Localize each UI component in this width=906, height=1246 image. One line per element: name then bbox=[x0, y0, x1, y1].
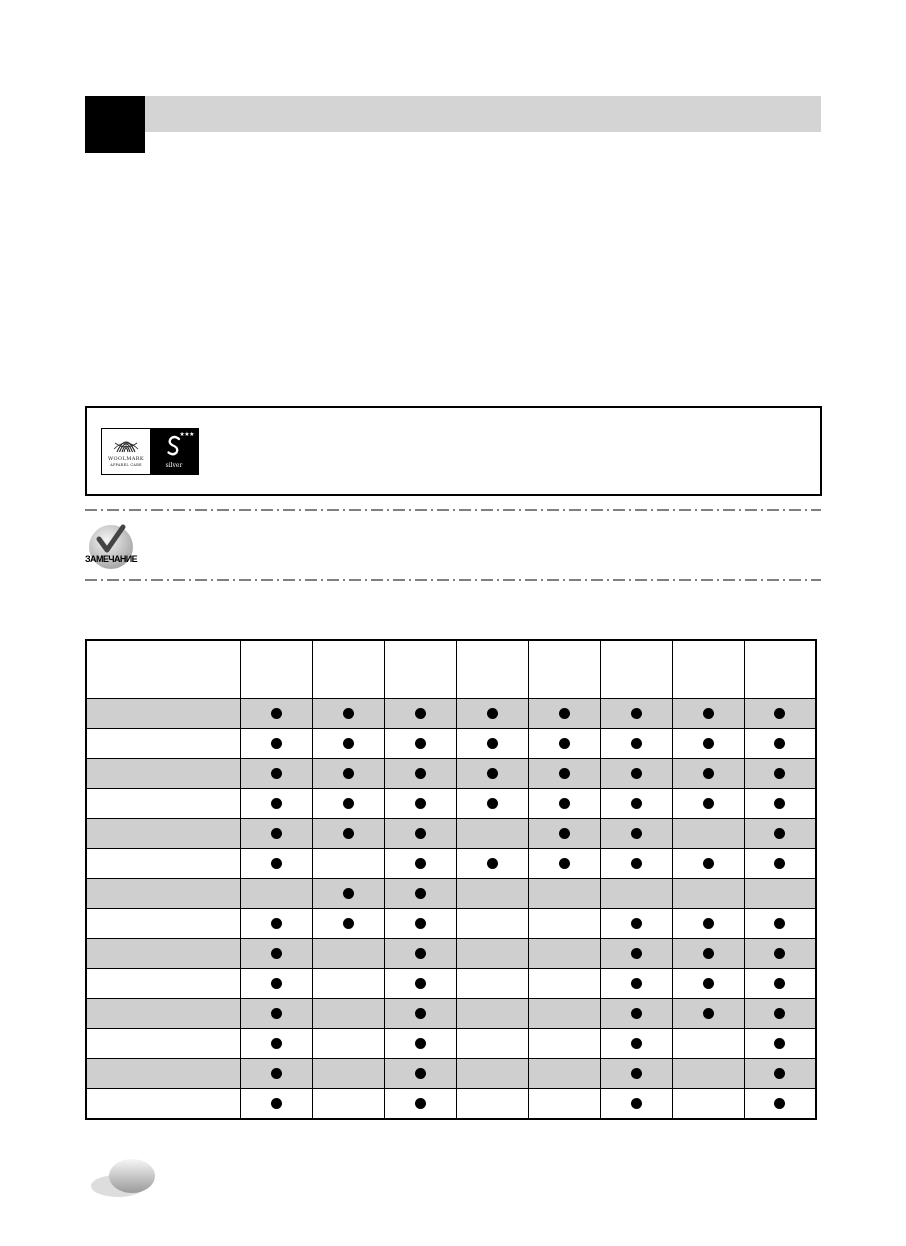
table-cell bbox=[528, 879, 600, 909]
table-cell bbox=[240, 1029, 312, 1059]
table-cell bbox=[384, 999, 456, 1029]
table-cell bbox=[384, 699, 456, 729]
table-cell bbox=[240, 1089, 312, 1120]
availability-dot-icon bbox=[774, 738, 785, 749]
table-cell bbox=[600, 999, 672, 1029]
table-cell bbox=[672, 939, 744, 969]
availability-dot-icon bbox=[415, 768, 426, 779]
availability-dot-icon bbox=[487, 858, 498, 869]
table-cell bbox=[744, 759, 816, 789]
availability-dot-icon bbox=[631, 858, 642, 869]
availability-dot-icon bbox=[631, 978, 642, 989]
table-cell bbox=[240, 849, 312, 879]
availability-dot-icon bbox=[703, 858, 714, 869]
woolmark-mark bbox=[102, 429, 150, 474]
table-cell bbox=[528, 759, 600, 789]
table-cell bbox=[744, 909, 816, 939]
table-cell bbox=[240, 759, 312, 789]
row-label-cell bbox=[86, 909, 240, 939]
table-cell bbox=[672, 1089, 744, 1120]
table-cell bbox=[240, 729, 312, 759]
availability-dot-icon bbox=[343, 798, 354, 809]
table-cell bbox=[528, 849, 600, 879]
availability-dot-icon bbox=[271, 1068, 282, 1079]
table-cell bbox=[528, 729, 600, 759]
woolmark-brand-text: WOOLMARK bbox=[107, 456, 145, 462]
table-header-cell bbox=[672, 640, 744, 699]
rating-stars: ★★★ bbox=[179, 432, 194, 438]
availability-dot-icon bbox=[631, 1038, 642, 1049]
availability-dot-icon bbox=[415, 1068, 426, 1079]
availability-dot-icon bbox=[559, 768, 570, 779]
availability-dot-icon bbox=[415, 1008, 426, 1019]
row-label-cell bbox=[86, 939, 240, 969]
table-cell bbox=[240, 969, 312, 999]
table-cell bbox=[744, 789, 816, 819]
table-cell bbox=[312, 699, 384, 729]
table-row bbox=[86, 789, 816, 819]
table-row bbox=[86, 699, 816, 729]
table-cell bbox=[672, 789, 744, 819]
table-cell bbox=[312, 1089, 384, 1120]
table-cell bbox=[456, 1059, 528, 1089]
table-cell bbox=[672, 969, 744, 999]
table-cell bbox=[672, 1059, 744, 1089]
availability-dot-icon bbox=[271, 918, 282, 929]
availability-dot-icon bbox=[631, 768, 642, 779]
table-cell bbox=[528, 819, 600, 849]
availability-dot-icon bbox=[559, 738, 570, 749]
table-cell bbox=[672, 699, 744, 729]
availability-dot-icon bbox=[774, 708, 785, 719]
table-cell bbox=[240, 819, 312, 849]
availability-dot-icon bbox=[559, 708, 570, 719]
availability-dot-icon bbox=[631, 738, 642, 749]
table-cell bbox=[456, 969, 528, 999]
table-cell bbox=[456, 699, 528, 729]
table-header-cell bbox=[744, 640, 816, 699]
availability-dot-icon bbox=[271, 768, 282, 779]
table-cell bbox=[384, 819, 456, 849]
woolmark-icon bbox=[102, 429, 150, 457]
row-label-cell bbox=[86, 999, 240, 1029]
table-cell bbox=[744, 819, 816, 849]
availability-dot-icon bbox=[774, 828, 785, 839]
table-cell bbox=[240, 1059, 312, 1089]
table-cell bbox=[528, 909, 600, 939]
availability-dot-icon bbox=[631, 918, 642, 929]
availability-dot-icon bbox=[703, 948, 714, 959]
table-cell bbox=[384, 1059, 456, 1089]
availability-dot-icon bbox=[415, 1098, 426, 1109]
table-cell bbox=[744, 849, 816, 879]
availability-dot-icon bbox=[271, 708, 282, 719]
table-cell bbox=[528, 999, 600, 1029]
table-cell bbox=[744, 879, 816, 909]
table-row bbox=[86, 909, 816, 939]
availability-dot-icon bbox=[559, 828, 570, 839]
availability-dot-icon bbox=[343, 828, 354, 839]
table-cell bbox=[672, 1029, 744, 1059]
availability-dot-icon bbox=[774, 858, 785, 869]
table-cell bbox=[600, 699, 672, 729]
availability-dot-icon bbox=[271, 858, 282, 869]
availability-dot-icon bbox=[703, 798, 714, 809]
table-cell bbox=[672, 729, 744, 759]
row-label-cell bbox=[86, 849, 240, 879]
availability-dot-icon bbox=[487, 708, 498, 719]
table-cell bbox=[240, 999, 312, 1029]
table-cell bbox=[312, 939, 384, 969]
availability-dot-icon bbox=[774, 1098, 785, 1109]
availability-dot-icon bbox=[774, 948, 785, 959]
table-cell bbox=[384, 1089, 456, 1120]
table-cell bbox=[672, 999, 744, 1029]
row-label-cell bbox=[86, 819, 240, 849]
table-cell bbox=[600, 729, 672, 759]
table-cell bbox=[744, 1089, 816, 1120]
table-cell bbox=[600, 819, 672, 849]
table-cell bbox=[528, 699, 600, 729]
table-cell bbox=[744, 1029, 816, 1059]
table-cell bbox=[312, 969, 384, 999]
table-cell bbox=[456, 819, 528, 849]
table-row bbox=[86, 939, 816, 969]
table-row bbox=[86, 849, 816, 879]
table-cell bbox=[600, 789, 672, 819]
table-cell bbox=[312, 759, 384, 789]
table-cell bbox=[528, 939, 600, 969]
availability-dot-icon bbox=[415, 888, 426, 899]
availability-dot-icon bbox=[631, 828, 642, 839]
availability-dot-icon bbox=[703, 1008, 714, 1019]
availability-dot-icon bbox=[559, 858, 570, 869]
availability-dot-icon bbox=[487, 798, 498, 809]
table-cell bbox=[600, 879, 672, 909]
availability-dot-icon bbox=[343, 888, 354, 899]
checkmark-icon bbox=[85, 523, 137, 573]
table-cell bbox=[456, 729, 528, 759]
table-header-corner bbox=[86, 640, 240, 699]
availability-dot-icon bbox=[631, 708, 642, 719]
table-cell bbox=[744, 969, 816, 999]
availability-dot-icon bbox=[487, 738, 498, 749]
availability-dot-icon bbox=[774, 798, 785, 809]
table-cell bbox=[528, 1059, 600, 1089]
row-label-cell bbox=[86, 969, 240, 999]
silver-s-icon bbox=[150, 429, 198, 463]
program-options-table bbox=[85, 639, 817, 1120]
table-header-cell bbox=[456, 640, 528, 699]
table-cell bbox=[528, 1029, 600, 1059]
table-cell bbox=[600, 1059, 672, 1089]
woolmark-logo bbox=[101, 428, 199, 475]
table-cell bbox=[312, 909, 384, 939]
availability-dot-icon bbox=[631, 798, 642, 809]
availability-dot-icon bbox=[271, 798, 282, 809]
availability-dot-icon bbox=[774, 918, 785, 929]
table-cell bbox=[312, 879, 384, 909]
table-cell bbox=[240, 879, 312, 909]
table-header-cell bbox=[240, 640, 312, 699]
availability-dot-icon bbox=[774, 1038, 785, 1049]
availability-dot-icon bbox=[774, 978, 785, 989]
table-cell bbox=[456, 879, 528, 909]
availability-dot-icon bbox=[703, 918, 714, 929]
availability-dot-icon bbox=[271, 1038, 282, 1049]
row-label-cell bbox=[86, 879, 240, 909]
woolmark-subtitle-text: APPAREL CARE bbox=[110, 463, 142, 467]
table-cell bbox=[456, 789, 528, 819]
table-cell bbox=[600, 759, 672, 789]
table-header-row bbox=[86, 640, 816, 699]
table-cell bbox=[312, 849, 384, 879]
availability-dot-icon bbox=[271, 828, 282, 839]
table-cell bbox=[672, 909, 744, 939]
table-cell bbox=[240, 909, 312, 939]
availability-dot-icon bbox=[343, 708, 354, 719]
table-row bbox=[86, 1029, 816, 1059]
section-header bbox=[85, 96, 821, 153]
table-cell bbox=[528, 789, 600, 819]
woolmark-info-box bbox=[85, 406, 822, 496]
table-cell bbox=[456, 1029, 528, 1059]
table-cell bbox=[312, 789, 384, 819]
table-cell bbox=[600, 1089, 672, 1120]
table-cell bbox=[672, 849, 744, 879]
table-cell bbox=[240, 789, 312, 819]
table-cell bbox=[384, 939, 456, 969]
table-cell bbox=[456, 1089, 528, 1120]
table-row bbox=[86, 879, 816, 909]
table-cell bbox=[456, 939, 528, 969]
table-cell bbox=[240, 939, 312, 969]
availability-dot-icon bbox=[415, 798, 426, 809]
table-cell bbox=[384, 759, 456, 789]
table-cell bbox=[456, 909, 528, 939]
table-cell bbox=[384, 1029, 456, 1059]
row-label-cell bbox=[86, 1089, 240, 1120]
availability-dot-icon bbox=[271, 1008, 282, 1019]
row-label-cell bbox=[86, 789, 240, 819]
table-header-cell bbox=[600, 640, 672, 699]
section-marker bbox=[85, 96, 145, 153]
table-cell bbox=[456, 999, 528, 1029]
availability-dot-icon bbox=[703, 708, 714, 719]
availability-dot-icon bbox=[415, 708, 426, 719]
table-cell bbox=[600, 939, 672, 969]
availability-dot-icon bbox=[415, 918, 426, 929]
table-cell bbox=[384, 849, 456, 879]
row-label-cell bbox=[86, 699, 240, 729]
table-cell bbox=[384, 909, 456, 939]
table-cell bbox=[312, 1029, 384, 1059]
row-label-cell bbox=[86, 729, 240, 759]
row-label-cell bbox=[86, 1029, 240, 1059]
table-cell bbox=[744, 699, 816, 729]
table-cell bbox=[600, 909, 672, 939]
table-cell bbox=[456, 849, 528, 879]
availability-dot-icon bbox=[415, 858, 426, 869]
table-row bbox=[86, 1059, 816, 1089]
availability-dot-icon bbox=[271, 738, 282, 749]
table-row bbox=[86, 999, 816, 1029]
availability-dot-icon bbox=[343, 918, 354, 929]
page-tab-icon bbox=[90, 1158, 160, 1200]
availability-dot-icon bbox=[343, 768, 354, 779]
note-label: ЗАМЕЧАНИЕ bbox=[85, 554, 138, 564]
availability-dot-icon bbox=[415, 1038, 426, 1049]
note-badge bbox=[85, 523, 137, 573]
table-cell bbox=[744, 729, 816, 759]
table-header-cell bbox=[312, 640, 384, 699]
table-cell bbox=[528, 969, 600, 999]
availability-dot-icon bbox=[703, 768, 714, 779]
table-cell bbox=[600, 969, 672, 999]
availability-dot-icon bbox=[774, 1008, 785, 1019]
section-title-bar bbox=[145, 96, 821, 132]
table-row bbox=[86, 819, 816, 849]
table-row bbox=[86, 759, 816, 789]
table-cell bbox=[384, 789, 456, 819]
table-cell bbox=[312, 819, 384, 849]
table-cell bbox=[528, 1089, 600, 1120]
availability-dot-icon bbox=[271, 1098, 282, 1109]
table-cell bbox=[312, 729, 384, 759]
program-options-table-wrapper bbox=[85, 639, 817, 1120]
table-cell bbox=[312, 999, 384, 1029]
table-cell bbox=[744, 939, 816, 969]
row-label-cell bbox=[86, 759, 240, 789]
availability-dot-icon bbox=[774, 768, 785, 779]
table-cell bbox=[672, 759, 744, 789]
availability-dot-icon bbox=[271, 948, 282, 959]
availability-dot-icon bbox=[415, 948, 426, 959]
availability-dot-icon bbox=[415, 738, 426, 749]
table-cell bbox=[600, 849, 672, 879]
table-header-cell bbox=[384, 640, 456, 699]
table-cell bbox=[744, 1059, 816, 1089]
table-cell bbox=[384, 729, 456, 759]
table-row bbox=[86, 729, 816, 759]
availability-dot-icon bbox=[631, 1098, 642, 1109]
table-header-cell bbox=[528, 640, 600, 699]
availability-dot-icon bbox=[703, 738, 714, 749]
row-label-cell bbox=[86, 1059, 240, 1089]
availability-dot-icon bbox=[343, 738, 354, 749]
table-cell bbox=[672, 879, 744, 909]
availability-dot-icon bbox=[559, 798, 570, 809]
table-cell bbox=[744, 999, 816, 1029]
availability-dot-icon bbox=[415, 978, 426, 989]
table-cell bbox=[312, 1059, 384, 1089]
table-cell bbox=[384, 969, 456, 999]
silver-rating-mark bbox=[150, 429, 198, 474]
availability-dot-icon bbox=[631, 948, 642, 959]
page-number-tab bbox=[90, 1158, 160, 1200]
availability-dot-icon bbox=[415, 828, 426, 839]
availability-dot-icon bbox=[487, 768, 498, 779]
table-row bbox=[86, 969, 816, 999]
table-cell bbox=[600, 1029, 672, 1059]
availability-dot-icon bbox=[631, 1068, 642, 1079]
table-cell bbox=[240, 699, 312, 729]
rating-label: silver bbox=[165, 462, 183, 469]
table-cell bbox=[384, 879, 456, 909]
availability-dot-icon bbox=[703, 978, 714, 989]
table-row bbox=[86, 1089, 816, 1120]
table-body bbox=[86, 640, 816, 1119]
availability-dot-icon bbox=[271, 978, 282, 989]
table-cell bbox=[456, 759, 528, 789]
availability-dot-icon bbox=[631, 1008, 642, 1019]
availability-dot-icon bbox=[774, 1068, 785, 1079]
table-cell bbox=[672, 819, 744, 849]
